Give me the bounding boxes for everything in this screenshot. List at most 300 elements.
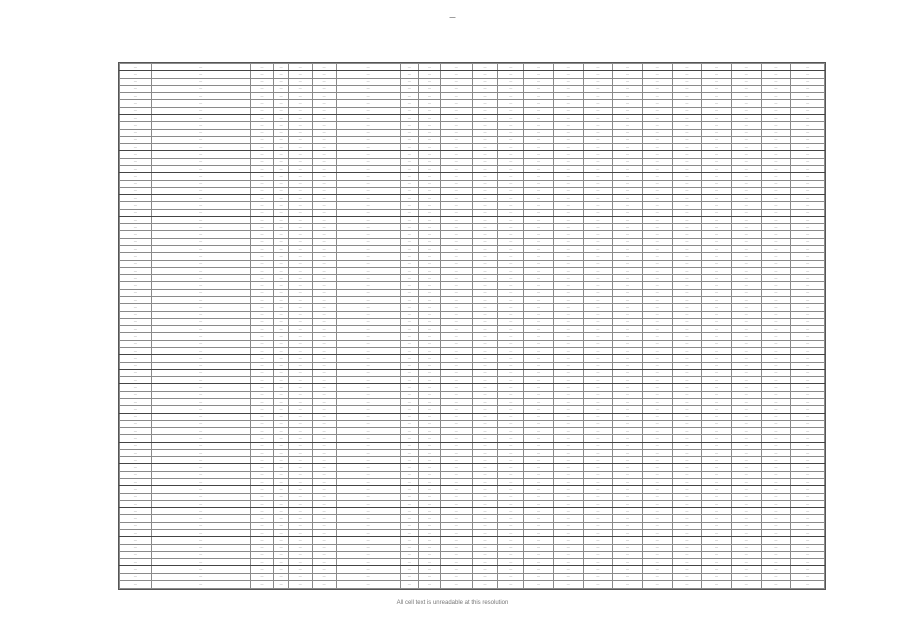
table-cell: —	[120, 158, 152, 165]
table-cell: —	[761, 253, 791, 260]
table-cell: —	[472, 158, 498, 165]
table-cell: —	[440, 377, 472, 384]
table-cell: —	[613, 493, 643, 500]
table-cell: —	[731, 508, 761, 515]
table-cell: —	[642, 508, 672, 515]
table-cell: —	[274, 122, 288, 129]
table-cell: —	[761, 340, 791, 347]
table-cell: —	[472, 297, 498, 304]
table-cell: —	[642, 260, 672, 267]
table-cell: —	[731, 500, 761, 507]
table-cell: —	[151, 129, 250, 136]
table-cell: —	[336, 311, 400, 318]
table-cell: —	[642, 78, 672, 85]
table-cell: —	[672, 384, 702, 391]
table-cell: —	[702, 78, 732, 85]
table-cell: —	[642, 136, 672, 143]
table-cell: —	[642, 297, 672, 304]
table-cell: —	[642, 202, 672, 209]
table-cell: —	[613, 151, 643, 158]
table-cell: —	[312, 260, 336, 267]
table-cell: —	[400, 544, 418, 551]
table-cell: —	[312, 391, 336, 398]
table-cell: —	[583, 202, 613, 209]
table-cell: —	[288, 471, 312, 478]
table-cell: —	[472, 551, 498, 558]
table-cell: —	[498, 486, 524, 493]
table-cell: —	[288, 580, 312, 588]
table-cell: —	[524, 231, 554, 238]
table-cell: —	[731, 530, 761, 537]
table-cell: —	[498, 260, 524, 267]
table-cell: —	[120, 559, 152, 566]
table-cell: —	[524, 136, 554, 143]
table-cell: —	[672, 187, 702, 194]
table-cell: —	[472, 304, 498, 311]
table-cell: —	[583, 566, 613, 573]
table-cell: —	[120, 530, 152, 537]
table-cell: —	[418, 384, 440, 391]
table-row	[120, 471, 825, 478]
table-cell: —	[312, 340, 336, 347]
table-cell: —	[672, 559, 702, 566]
table-cell: —	[336, 318, 400, 325]
table-cell: —	[151, 253, 250, 260]
table-cell: —	[274, 165, 288, 172]
table-cell: —	[613, 457, 643, 464]
table-cell: —	[524, 508, 554, 515]
table-cell: —	[288, 267, 312, 274]
table-cell: —	[472, 311, 498, 318]
table-cell: —	[524, 500, 554, 507]
table-cell: —	[151, 369, 250, 376]
table-cell: —	[702, 187, 732, 194]
table-cell: —	[151, 151, 250, 158]
table-cell: —	[672, 362, 702, 369]
table-cell: —	[613, 428, 643, 435]
table-cell: —	[274, 195, 288, 202]
table-cell: —	[642, 486, 672, 493]
table-cell: —	[731, 551, 761, 558]
table-cell: —	[400, 493, 418, 500]
table-cell: —	[120, 282, 152, 289]
table-cell: —	[288, 136, 312, 143]
table-cell: —	[472, 500, 498, 507]
table-cell: —	[151, 275, 250, 282]
table-cell: —	[672, 515, 702, 522]
table-cell: —	[613, 231, 643, 238]
table-cell: —	[151, 420, 250, 427]
table-cell: —	[120, 515, 152, 522]
table-cell: —	[312, 304, 336, 311]
table-cell: —	[498, 64, 524, 71]
table-cell: —	[553, 224, 583, 231]
table-cell: —	[672, 355, 702, 362]
table-cell: —	[702, 100, 732, 107]
table-cell: —	[472, 377, 498, 384]
table-cell: —	[731, 573, 761, 580]
table-cell: —	[498, 71, 524, 78]
table-cell: —	[400, 406, 418, 413]
table-cell: —	[288, 151, 312, 158]
table-cell: —	[498, 85, 524, 92]
table-cell: —	[702, 71, 732, 78]
table-cell: —	[250, 114, 274, 121]
table-cell: —	[642, 122, 672, 129]
table-cell: —	[288, 435, 312, 442]
table-row	[120, 311, 825, 318]
table-cell: —	[120, 246, 152, 253]
table-cell: —	[312, 78, 336, 85]
table-cell: —	[151, 544, 250, 551]
table-cell: —	[702, 464, 732, 471]
table-cell: —	[791, 420, 825, 427]
table-cell: —	[440, 64, 472, 71]
table-cell: —	[553, 267, 583, 274]
table-cell: —	[312, 500, 336, 507]
table-cell: —	[440, 297, 472, 304]
table-cell: —	[672, 100, 702, 107]
table-cell: —	[672, 479, 702, 486]
table-cell: —	[312, 275, 336, 282]
table-cell: —	[472, 530, 498, 537]
table-cell: —	[524, 216, 554, 223]
table-cell: —	[642, 246, 672, 253]
table-cell: —	[440, 165, 472, 172]
table-cell: —	[288, 530, 312, 537]
table-cell: —	[440, 180, 472, 187]
table-cell: —	[274, 522, 288, 529]
table-cell: —	[288, 311, 312, 318]
table-row	[120, 508, 825, 515]
table-cell: —	[418, 100, 440, 107]
table-cell: —	[524, 93, 554, 100]
table-cell: —	[288, 93, 312, 100]
table-cell: —	[642, 573, 672, 580]
table-cell: —	[120, 78, 152, 85]
table-cell: —	[672, 413, 702, 420]
table-cell: —	[288, 187, 312, 194]
table-cell: —	[672, 544, 702, 551]
table-cell: —	[553, 311, 583, 318]
table-cell: —	[288, 377, 312, 384]
table-cell: —	[613, 326, 643, 333]
table-cell: —	[336, 260, 400, 267]
table-cell: —	[440, 173, 472, 180]
table-cell: —	[672, 340, 702, 347]
table-cell: —	[120, 216, 152, 223]
table-cell: —	[761, 486, 791, 493]
table-cell: —	[761, 457, 791, 464]
table-cell: —	[312, 428, 336, 435]
table-cell: —	[553, 158, 583, 165]
table-cell: —	[731, 209, 761, 216]
table-cell: —	[553, 64, 583, 71]
table-cell: —	[418, 122, 440, 129]
table-cell: —	[731, 129, 761, 136]
table-cell: —	[400, 129, 418, 136]
table-cell: —	[418, 93, 440, 100]
table-cell: —	[250, 530, 274, 537]
table-cell: —	[498, 318, 524, 325]
table-cell: —	[472, 544, 498, 551]
table-cell: —	[440, 398, 472, 405]
table-cell: —	[613, 391, 643, 398]
table-cell: —	[418, 486, 440, 493]
table-cell: —	[250, 238, 274, 245]
table-cell: —	[583, 100, 613, 107]
table-cell: —	[288, 64, 312, 71]
table-cell: —	[498, 311, 524, 318]
table-cell: —	[120, 93, 152, 100]
table-row	[120, 282, 825, 289]
table-cell: —	[288, 231, 312, 238]
table-cell: —	[761, 580, 791, 588]
table-cell: —	[583, 173, 613, 180]
table-cell: —	[418, 369, 440, 376]
table-cell: —	[761, 318, 791, 325]
table-cell: —	[702, 282, 732, 289]
table-row	[120, 369, 825, 376]
table-cell: —	[274, 231, 288, 238]
table-cell: —	[672, 326, 702, 333]
table-cell: —	[274, 347, 288, 354]
table-cell: —	[583, 537, 613, 544]
table-cell: —	[418, 129, 440, 136]
table-cell: —	[583, 493, 613, 500]
table-cell: —	[250, 202, 274, 209]
table-cell: —	[312, 165, 336, 172]
table-cell: —	[336, 566, 400, 573]
table-cell: —	[583, 180, 613, 187]
table-cell: —	[472, 238, 498, 245]
table-cell: —	[336, 231, 400, 238]
table-cell: —	[702, 114, 732, 121]
table-cell: —	[731, 420, 761, 427]
table-cell: —	[472, 165, 498, 172]
table-cell: —	[524, 449, 554, 456]
table-cell: —	[151, 238, 250, 245]
table-cell: —	[642, 129, 672, 136]
table-cell: —	[151, 515, 250, 522]
table-cell: —	[613, 442, 643, 449]
table-cell: —	[120, 580, 152, 588]
table-cell: —	[791, 580, 825, 588]
table-cell: —	[731, 187, 761, 194]
table-cell: —	[672, 318, 702, 325]
table-cell: —	[312, 530, 336, 537]
table-cell: —	[400, 398, 418, 405]
table-cell: —	[524, 326, 554, 333]
table-cell: —	[702, 253, 732, 260]
table-cell: —	[702, 107, 732, 114]
table-cell: —	[642, 209, 672, 216]
table-cell: —	[761, 566, 791, 573]
table-cell: —	[672, 449, 702, 456]
table-cell: —	[418, 318, 440, 325]
table-cell: —	[120, 326, 152, 333]
table-cell: —	[791, 522, 825, 529]
table-cell: —	[250, 326, 274, 333]
table-row	[120, 515, 825, 522]
table-cell: —	[524, 398, 554, 405]
table-cell: —	[524, 187, 554, 194]
table-cell: —	[672, 173, 702, 180]
table-row	[120, 187, 825, 194]
table-cell: —	[312, 573, 336, 580]
table-cell: —	[553, 209, 583, 216]
table-cell: —	[613, 64, 643, 71]
table-cell: —	[151, 165, 250, 172]
table-cell: —	[120, 384, 152, 391]
table-cell: —	[553, 551, 583, 558]
table-cell: —	[336, 151, 400, 158]
table-cell: —	[274, 471, 288, 478]
table-cell: —	[440, 384, 472, 391]
table-cell: —	[791, 144, 825, 151]
table-cell: —	[274, 500, 288, 507]
table-cell: —	[151, 144, 250, 151]
table-cell: —	[731, 449, 761, 456]
table-cell: —	[472, 355, 498, 362]
table-cell: —	[672, 537, 702, 544]
table-cell: —	[312, 114, 336, 121]
table-cell: —	[613, 559, 643, 566]
table-cell: —	[336, 479, 400, 486]
table-cell: —	[440, 442, 472, 449]
table-cell: —	[524, 129, 554, 136]
table-cell: —	[613, 253, 643, 260]
table-cell: —	[702, 216, 732, 223]
table-cell: —	[336, 369, 400, 376]
table-cell: —	[672, 398, 702, 405]
table-cell: —	[418, 515, 440, 522]
table-cell: —	[498, 377, 524, 384]
table-cell: —	[672, 267, 702, 274]
table-cell: —	[472, 129, 498, 136]
table-cell: —	[418, 457, 440, 464]
table-cell: —	[761, 64, 791, 71]
table-cell: —	[400, 304, 418, 311]
table-cell: —	[583, 187, 613, 194]
table-cell: —	[312, 202, 336, 209]
table-cell: —	[731, 297, 761, 304]
table-cell: —	[702, 333, 732, 340]
table-cell: —	[498, 180, 524, 187]
table-cell: —	[642, 282, 672, 289]
table-cell: —	[288, 71, 312, 78]
table-cell: —	[498, 559, 524, 566]
table-cell: —	[553, 471, 583, 478]
table-cell: —	[642, 369, 672, 376]
table-cell: —	[524, 340, 554, 347]
table-cell: —	[418, 297, 440, 304]
table-row	[120, 151, 825, 158]
table-cell: —	[151, 78, 250, 85]
table-cell: —	[583, 224, 613, 231]
table-cell: —	[524, 297, 554, 304]
table-cell: —	[791, 413, 825, 420]
table-cell: —	[472, 93, 498, 100]
table-cell: —	[524, 173, 554, 180]
table-cell: —	[761, 187, 791, 194]
table-cell: —	[400, 187, 418, 194]
table-cell: —	[120, 71, 152, 78]
table-cell: —	[274, 318, 288, 325]
table-row	[120, 71, 825, 78]
table-cell: —	[498, 573, 524, 580]
table-cell: —	[731, 398, 761, 405]
table-cell: —	[524, 71, 554, 78]
table-cell: —	[613, 413, 643, 420]
table-row	[120, 362, 825, 369]
table-cell: —	[472, 195, 498, 202]
table-cell: —	[761, 85, 791, 92]
table-cell: —	[151, 537, 250, 544]
table-cell: —	[151, 347, 250, 354]
table-cell: —	[288, 369, 312, 376]
table-cell: —	[400, 253, 418, 260]
table-cell: —	[642, 114, 672, 121]
table-cell: —	[642, 238, 672, 245]
table-cell: —	[672, 500, 702, 507]
table-cell: —	[498, 435, 524, 442]
table-cell: —	[761, 209, 791, 216]
table-cell: —	[418, 114, 440, 121]
table-cell: —	[312, 231, 336, 238]
table-cell: —	[731, 165, 761, 172]
table-cell: —	[418, 158, 440, 165]
table-cell: —	[418, 144, 440, 151]
table-cell: —	[274, 238, 288, 245]
table-cell: —	[400, 420, 418, 427]
table-cell: —	[583, 253, 613, 260]
table-cell: —	[613, 573, 643, 580]
table-cell: —	[250, 515, 274, 522]
table-cell: —	[274, 144, 288, 151]
table-cell: —	[151, 318, 250, 325]
table-cell: —	[524, 333, 554, 340]
table-cell: —	[498, 144, 524, 151]
table-cell: —	[672, 238, 702, 245]
table-cell: —	[791, 231, 825, 238]
table-cell: —	[791, 151, 825, 158]
table-cell: —	[312, 129, 336, 136]
table-cell: —	[336, 457, 400, 464]
table-cell: —	[274, 333, 288, 340]
table-cell: —	[498, 479, 524, 486]
table-cell: —	[274, 100, 288, 107]
table-cell: —	[336, 347, 400, 354]
table-cell: —	[120, 522, 152, 529]
table-cell: —	[731, 428, 761, 435]
table-cell: —	[672, 464, 702, 471]
table-cell: —	[553, 71, 583, 78]
table-cell: —	[151, 493, 250, 500]
table-cell: —	[400, 267, 418, 274]
table-cell: —	[288, 202, 312, 209]
table-cell: —	[583, 377, 613, 384]
table-cell: —	[524, 246, 554, 253]
table-cell: —	[312, 369, 336, 376]
table-cell: —	[731, 522, 761, 529]
table-cell: —	[418, 216, 440, 223]
table-row	[120, 442, 825, 449]
table-cell: —	[642, 326, 672, 333]
table-cell: —	[672, 580, 702, 588]
table-cell: —	[250, 573, 274, 580]
table-cell: —	[440, 471, 472, 478]
